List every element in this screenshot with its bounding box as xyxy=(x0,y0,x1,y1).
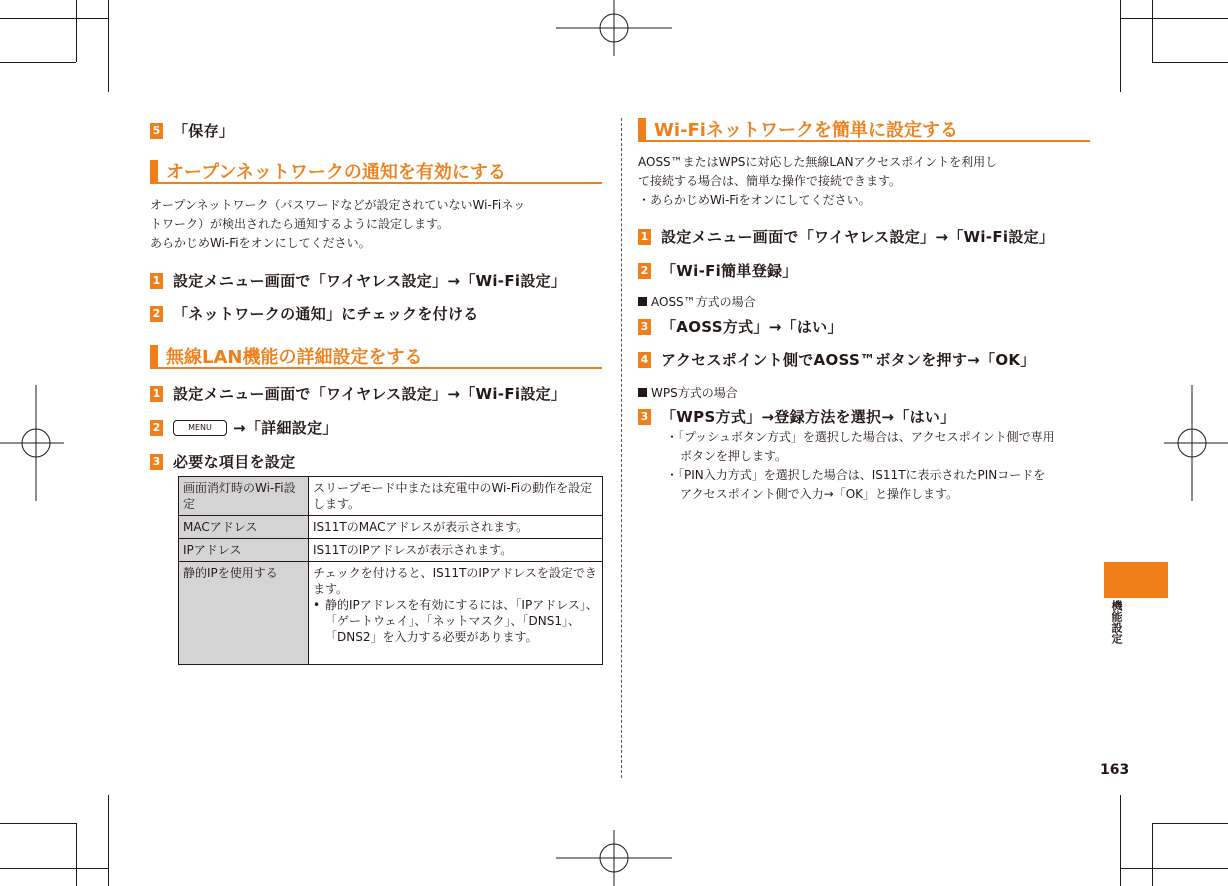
wifi-easy-description: AOSS™またはWPSに対応した無線LANアクセスポイントを利用し て接続する場合は、簡単な操作で接続できます。 ・あらかじめWi-Fiをオンにしてください。 xyxy=(638,155,998,207)
step-save xyxy=(150,120,234,141)
step-text: 「保存」 xyxy=(173,122,235,140)
table-row: 静的IPを使用する チェックを付けると、IS11TのIPアドレスを設定できます。 • 静的IPアドレスを有効にするには、「IPアドレス」、「ゲートウェイ」、「ネットマスク」、「DNS1」、「DNS2」を入力する必要があります。 xyxy=(179,562,603,665)
step-4-aoss: 4 アクセスポイント側でAOSS™ボタンを押す→「OK」 xyxy=(638,349,1036,370)
step-2-wifi-easy: 2 「Wi-Fi簡単登録」 xyxy=(638,260,798,281)
section-heading-open-network: オープンネットワークの通知を有効にする xyxy=(150,160,602,184)
section-heading-wlan-detail: 無線LAN機能の詳細設定をする xyxy=(150,345,602,369)
settings-table xyxy=(178,476,603,665)
wps-notes: ・「プッシュボタン方式」を選択した場合は、アクセスポイント側で専用 ボタンを押します。 ・「PIN入力方式」を選択した場合は、IS11Tに表示されたPINコードを アクセスポイント側で入力→「OK」と操作します。 xyxy=(666,430,1055,501)
menu-key-icon: MENU xyxy=(173,420,227,436)
wps-subheading: WPS方式の場合 xyxy=(638,384,738,401)
step-1-wlan: 1 設定メニュー画面で「ワイヤレス設定」→「Wi-Fi設定」 xyxy=(150,383,566,404)
table-row: MACアドレス IS11TのMACアドレスが表示されます。 xyxy=(179,516,603,539)
step-number: 5 xyxy=(150,123,163,139)
step-3-wlan: 3 必要な項目を設定 xyxy=(150,451,295,472)
step-2-wlan: 2 MENU →「詳細設定」 xyxy=(150,417,338,438)
registration-mark-left xyxy=(0,385,64,501)
table-row: 画面消灯時のWi-Fi設定 スリープモード中または充電中のWi-Fiの動作を設定します。 xyxy=(179,477,603,516)
step-1-wifi-easy: 1 設定メニュー画面で「ワイヤレス設定」→「Wi-Fi設定」 xyxy=(638,226,1054,247)
step-3-wps: 3 「WPS方式」→登録方法を選択→「はい」 xyxy=(638,406,955,427)
chapter-tab-label: 機能設定 xyxy=(1110,600,1123,644)
registration-mark-right xyxy=(1164,385,1228,501)
section-heading-wifi-easy: Wi-Fiネットワークを簡単に設定する xyxy=(638,118,1090,142)
step-2-open-network: 2 「ネットワークの通知」にチェックを付ける xyxy=(150,303,479,324)
column-divider xyxy=(621,118,622,778)
step-1-open-network: 1 設定メニュー画面で「ワイヤレス設定」→「Wi-Fi設定」 xyxy=(150,270,566,291)
chapter-tab xyxy=(1104,562,1168,598)
registration-mark-top xyxy=(556,0,672,56)
table-row: IPアドレス IS11TのIPアドレスが表示されます。 xyxy=(179,539,603,562)
registration-mark-bottom xyxy=(556,830,672,886)
aoss-subheading: AOSS™方式の場合 xyxy=(638,293,756,310)
page-number: 163 xyxy=(1100,762,1130,778)
step-3-aoss: 3 「AOSS方式」→「はい」 xyxy=(638,316,843,337)
open-network-description: オープンネットワーク（パスワードなどが設定されていないWi-Fiネッ トワーク）が検出されたら通知するように設定します。 あらかじめWi-Fiをオンにしてください。 xyxy=(150,198,526,250)
